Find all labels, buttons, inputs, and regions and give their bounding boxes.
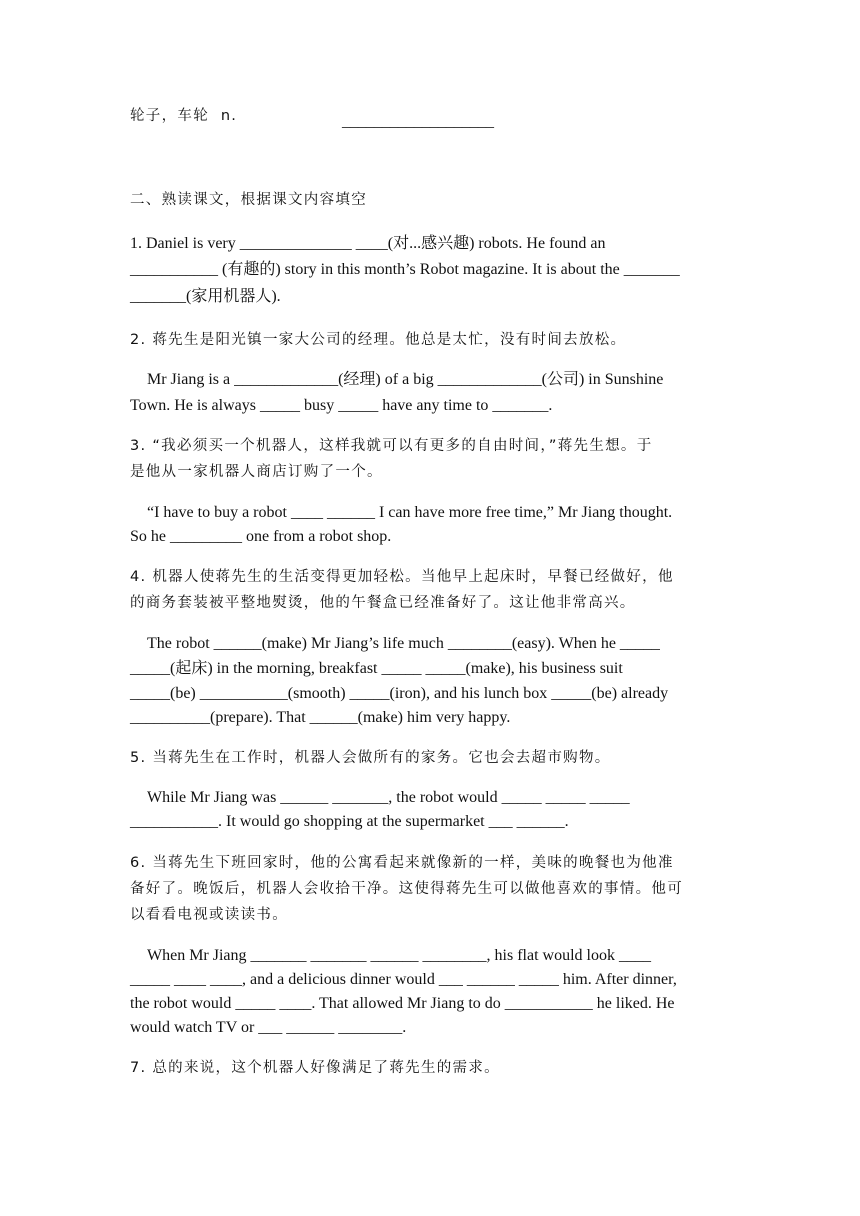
q4-english-line-4: __________(prepare). That ______(make) him very happy. xyxy=(130,709,511,726)
q6-english-line-1: When Mr Jiang _______ _______ ______ ________, his flat would look ____ xyxy=(147,947,651,964)
q3-chinese-line-2: 是他从一家机器人商店订购了一个。 xyxy=(130,464,383,480)
q5-english-line-1: While Mr Jiang was ______ _______, the robot would _____ _____ _____ xyxy=(147,789,630,806)
q5-english-line-2: ___________. It would go shopping at the supermarket ___ ______. xyxy=(130,813,569,830)
q6-english-line-3: the robot would _____ ____. That allowed Mr Jiang to do ___________ he liked. He xyxy=(130,995,675,1012)
q1-line-1: 1. Daniel is very ______________ ____(对...感兴趣) robots. He found an xyxy=(130,235,606,252)
q3-chinese-line-1: 3. “我必须买一个机器人，这样我就可以有更多的自由时间，”蒋先生想。于 xyxy=(130,438,653,454)
q4-english-line-1: The robot ______(make) Mr Jiang’s life much ________(easy). When he _____ xyxy=(147,635,660,652)
q6-english-line-4: would watch TV or ___ ______ ________. xyxy=(130,1019,407,1036)
section-heading: 二、熟读课文，根据课文内容填空 xyxy=(130,192,367,208)
q2-chinese: 2. 蒋先生是阳光镇一家大公司的经理。他总是太忙，没有时间去放松。 xyxy=(130,332,627,348)
vocab-wheel-blank: ___________________ xyxy=(342,113,494,130)
q6-chinese-line-2: 备好了。晚饭后，机器人会收拾干净。这使得蒋先生可以做他喜欢的事情。他可 xyxy=(130,881,683,897)
q6-chinese-line-3: 以看看电视或读读书。 xyxy=(130,907,288,923)
q4-english-line-3: _____(be) ___________(smooth) _____(iron), and his lunch box _____(be) already xyxy=(130,685,669,702)
q1-line-3: _______(家用机器人). xyxy=(130,288,281,305)
q2-english-line-1: Mr Jiang is a _____________(经理) of a big _____________(公司) in Sunshine xyxy=(147,371,664,388)
q3-english-line-1: “I have to buy a robot ____ ______ I can have more free time,” Mr Jiang thought. xyxy=(147,504,673,521)
q4-chinese-line-2: 的商务套装被平整地熨烫，他的午餐盒已经准备好了。这让他非常高兴。 xyxy=(130,595,636,611)
q5-chinese: 5. 当蒋先生在工作时，机器人会做所有的家务。它也会去超市购物。 xyxy=(130,750,611,766)
vocab-wheel-label: 轮子，车轮 n. xyxy=(130,108,238,124)
q3-english-line-2: So he _________ one from a robot shop. xyxy=(130,528,392,545)
q4-english-line-2: _____(起床) in the morning, breakfast _____ _____(make), his business suit xyxy=(130,660,623,677)
q6-english-line-2: _____ ____ ____, and a delicious dinner would ___ ______ _____ him. After dinner, xyxy=(130,971,677,988)
q1-line-2: ___________ (有趣的) story in this month’s Robot magazine. It is about the _______ xyxy=(130,261,680,278)
q2-english-line-2: Town. He is always _____ busy _____ have any time to _______. xyxy=(130,397,553,414)
q6-chinese-line-1: 6. 当蒋先生下班回家时，他的公寓看起来就像新的一样，美味的晚餐也为他准 xyxy=(130,855,674,871)
q4-chinese-line-1: 4. 机器人使蒋先生的生活变得更加轻松。当他早上起床时，早餐已经做好，他 xyxy=(130,569,674,585)
q7-chinese: 7. 总的来说，这个机器人好像满足了蒋先生的需求。 xyxy=(130,1060,500,1076)
